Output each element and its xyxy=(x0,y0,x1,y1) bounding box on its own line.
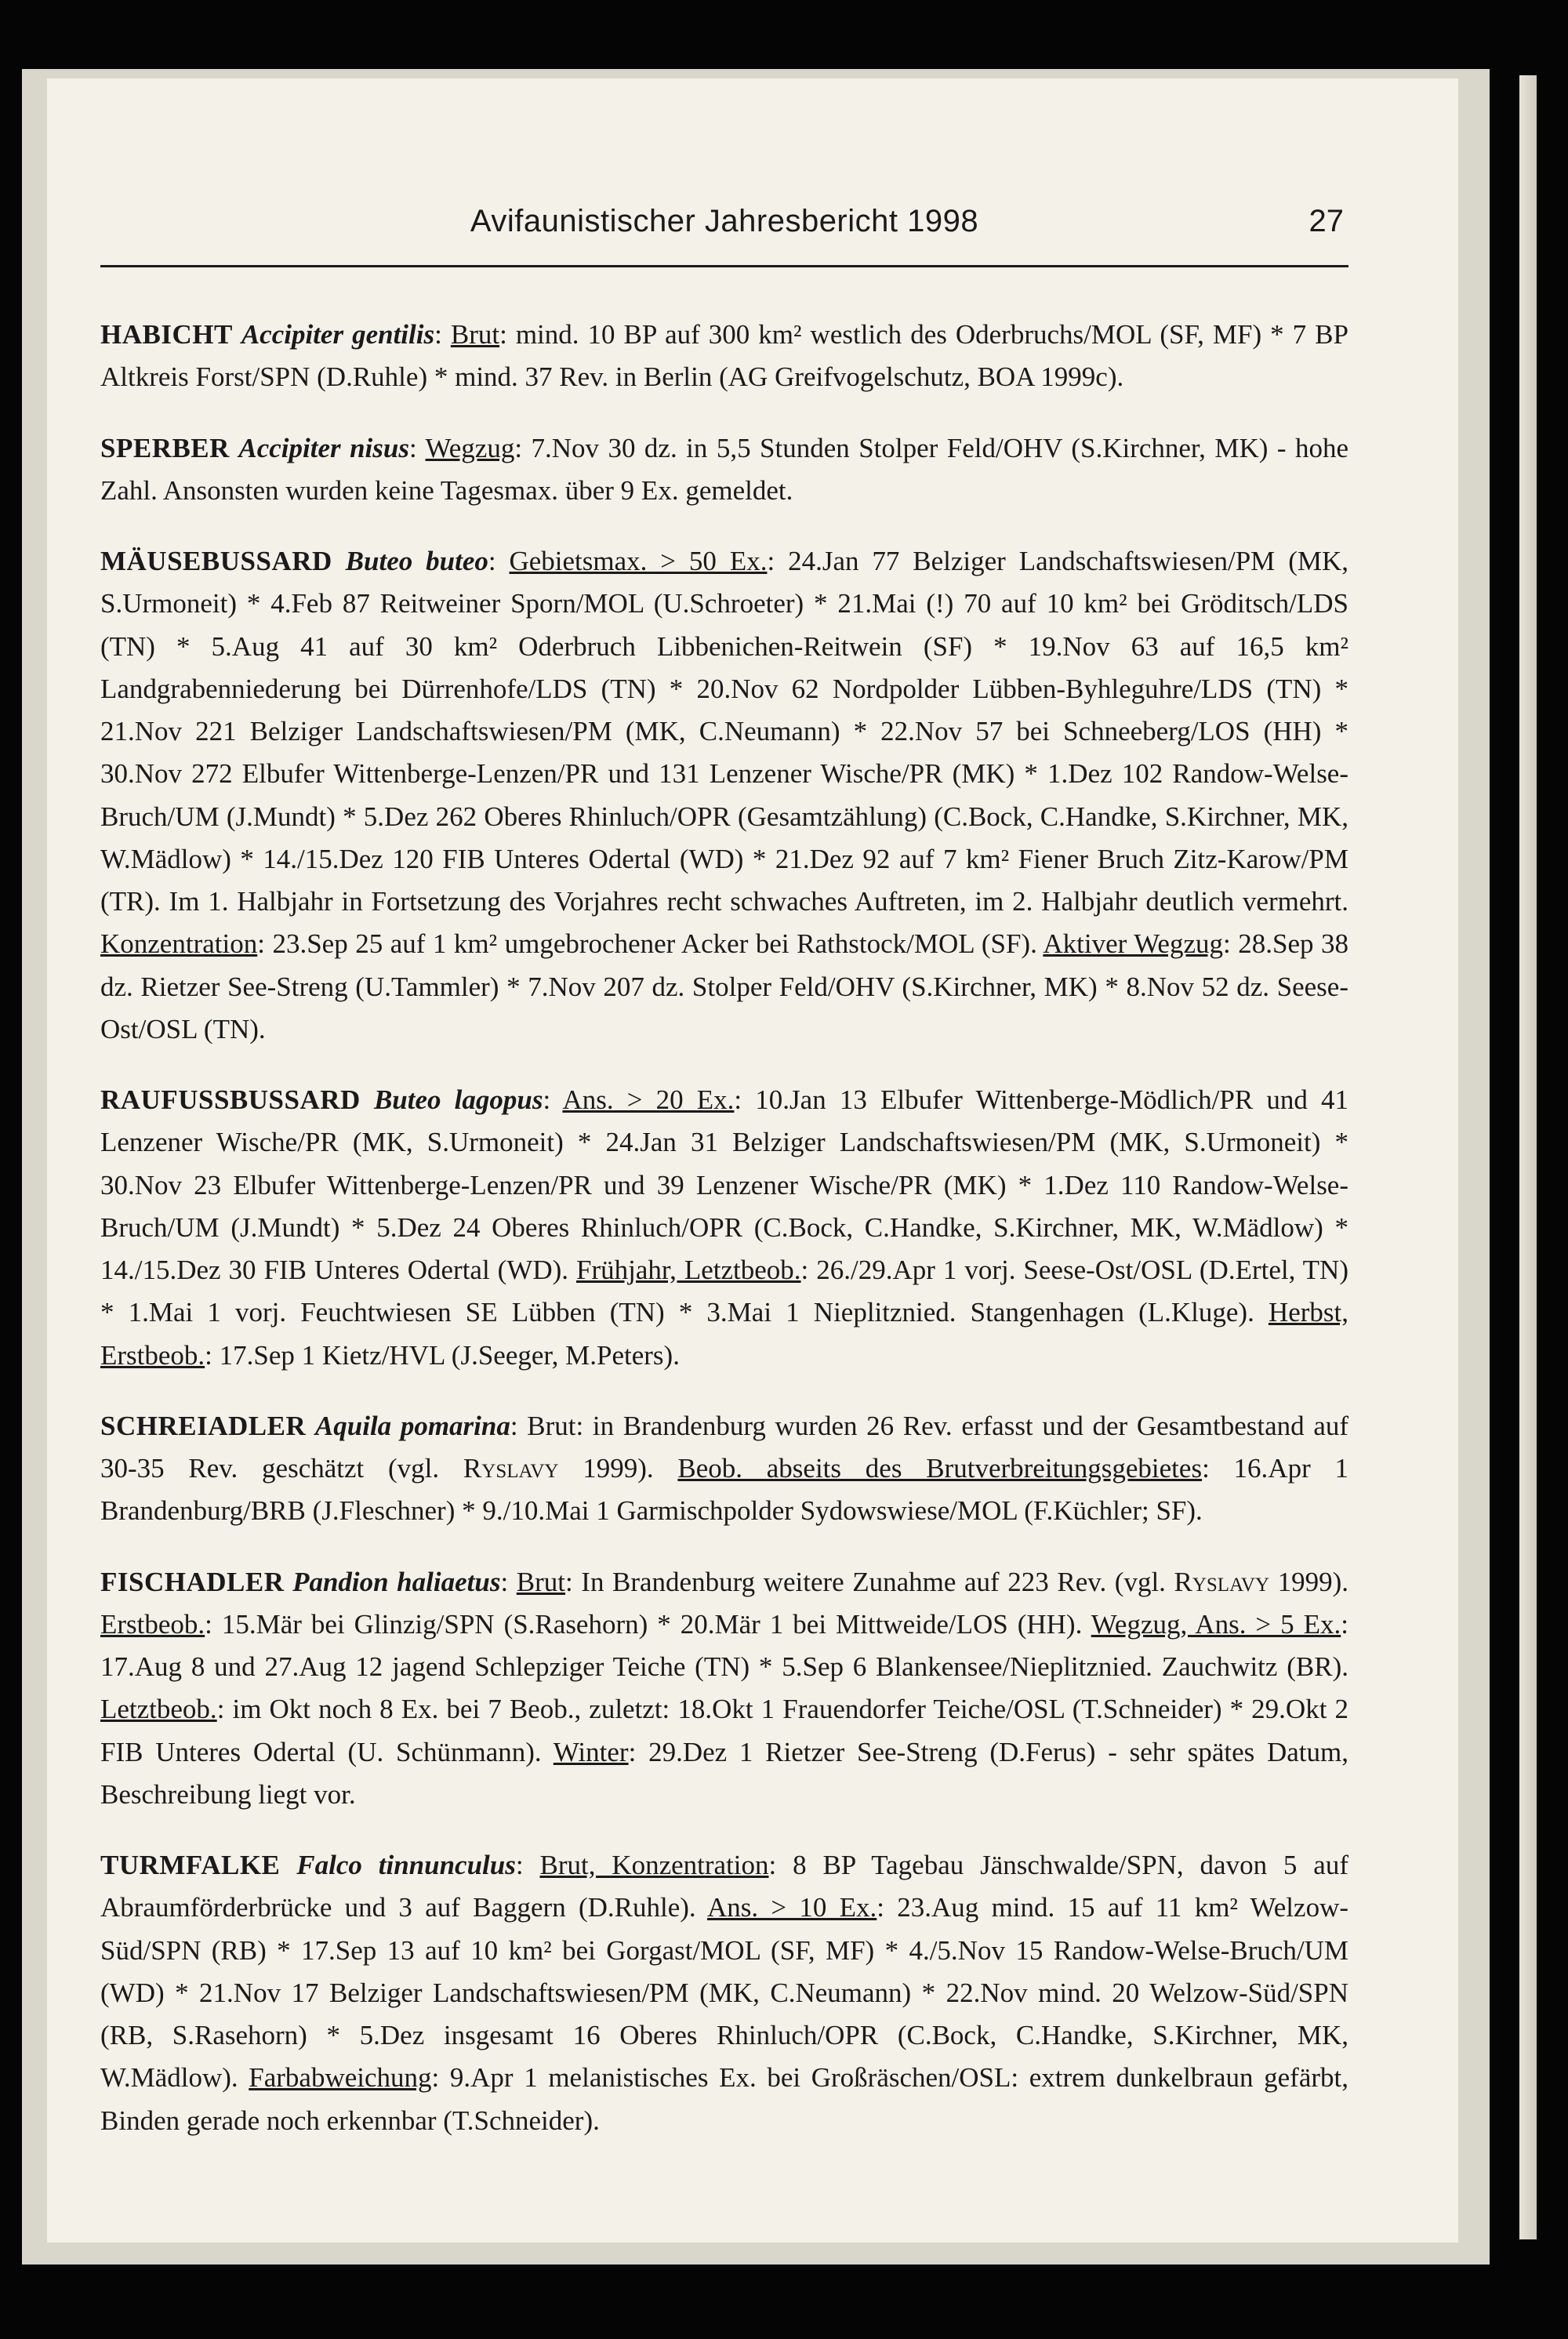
record-text: : xyxy=(515,1850,540,1880)
report-body xyxy=(100,314,1348,2170)
category-label: Aktiver Wegzug xyxy=(1043,928,1223,960)
record-text: : 23.Sep 25 auf 1 km² umgebrochener Acker bei Rathstock/MOL (SF). xyxy=(257,928,1044,960)
species-name: RAUFUSSBUSSARD xyxy=(100,1084,361,1115)
species-entry xyxy=(100,427,1348,513)
record-text: : 17.Sep 1 Kietz/HVL (J.Seeger, M.Peters). xyxy=(205,1339,680,1371)
category-label: Frühjahr, Letztbeob. xyxy=(576,1255,801,1285)
category-label: Erstbeob. xyxy=(100,1608,205,1640)
species-entry xyxy=(100,1079,1348,1377)
scientific-name: Buteo buteo xyxy=(345,546,488,576)
category-label: Wegzug xyxy=(425,432,515,463)
book-page xyxy=(47,78,1458,2243)
record-text: : 24.Jan 77 Belziger Landschaftswiesen/PM (MK, S.Urmoneit) * 4.Feb 87 Reitweiner Sporn/MOL (U.Schroeter) * 21.Mai (!) 70 auf 10 km² bei Gröditsch/LDS (TN) * 5.Aug 41 auf 30 km² Oderbruch Libbenichen-Reitwein (SF) * 19.Nov 63 auf 16,5 km² Landgrabenniederung bei Dürrenhofe/LDS (TN) * 20.Nov 62 Nordpolder Lübben-Byhleguhre/LDS (TN) * 21.Nov 221 Belziger Landschaftswiesen/PM (MK, C.Neumann) * 22.Nov 57 bei Schneeberg/LOS (HH) * 30.Nov 272 Elbufer Wittenberge-Lenzen/PR und 131 Lenzener Wische/PR (MK) * 1.Dez 102 Randow-Welse-Bruch/UM (J.Mundt) * 5.Dez 262 Oberes Rhinluch/OPR (Gesamtzählung) (C.Bock, C.Handke, S.Kirchner, MK, W.Mädlow) * 14./15.Dez 120 FIB Unteres Odertal (WD) * 21.Dez 92 auf 7 km² Fiener Bruch Zitz-Karow/PM (TR). Im 1. Halbjahr in Fortsetzung des Vorjahres recht schwaches Auftreten, im 2. Halbjahr deutlich vermehrt. xyxy=(100,546,1348,917)
record-text: : mind. 10 BP auf 300 km² westlich des Oderbruchs/MOL (SF, MF) * 7 BP Altkreis Forst/SPN (D.Ruhle) * mind. 37 Rev. in Berlin (AG Greifvogelschutz, BOA 1999c). xyxy=(100,319,1348,393)
species-entry xyxy=(100,314,1348,399)
record-text: : 8 BP Tagebau Jänschwalde/SPN, davon 5 auf Abraumförderbrücke und 3 auf Baggern (D.Ruhle). xyxy=(100,1850,1348,1923)
page-number: 27 xyxy=(1308,204,1344,238)
category-label: Farbabweichung xyxy=(249,2062,432,2094)
species-entry xyxy=(100,540,1348,1051)
category-label: Herbst, Erstbeob. xyxy=(100,1297,1348,1371)
record-text: : 7.Nov 30 dz. in 5,5 Stunden Stolper Feld/OHV (S.Kirchner, MK) - hohe Zahl. Ansonsten wurden keine Tagesmax. über 9 Ex. gemeldet. xyxy=(100,432,1349,506)
category-label: Brut xyxy=(450,319,500,350)
record-text: : xyxy=(434,319,451,350)
category-label: Konzentration xyxy=(100,928,258,960)
record-text: 1999). xyxy=(1269,1566,1348,1597)
species-name: TURMFALKE xyxy=(100,1850,281,1880)
category-label: Beob. abseits des Brutverbreitungsgebietes xyxy=(677,1453,1203,1484)
record-text: : 26./29.Apr 1 vorj. Seese-Ost/OSL (D.Ertel, TN) * 1.Mai 1 vorj. Feuchtwiesen SE Lübben (TN) * 3.Mai 1 Nieplitznied. Stangenhagen (L.Kluge). xyxy=(100,1255,1348,1328)
species-entry xyxy=(100,1405,1348,1533)
category-label: Ans. > 10 Ex. xyxy=(707,1892,877,1923)
scientific-name: Aquila pomarina xyxy=(314,1410,510,1441)
header-rule xyxy=(100,265,1348,267)
species-entry xyxy=(100,1844,1348,2142)
record-text: : xyxy=(408,432,426,463)
category-label: Winter xyxy=(553,1736,629,1767)
record-text: : 28.Sep 38 dz. Rietzer See-Streng (U.Tammler) * 7.Nov 207 dz. Stolper Feld/OHV (S.Kirchner, MK) * 8.Nov 52 dz. Seese-Ost/OSL (TN). xyxy=(100,928,1348,1044)
record-text: : xyxy=(488,546,510,576)
record-text: : 29.Dez 1 Rietzer See-Streng (D.Ferus) - sehr spätes Datum, Beschreibung liegt vor. xyxy=(100,1736,1349,1810)
species-name: FISCHADLER xyxy=(100,1566,285,1597)
author-citation: Ryslavy xyxy=(463,1453,559,1484)
species-name: SCHREIADLER xyxy=(100,1410,307,1441)
species-name: MÄUSEBUSSARD xyxy=(100,546,332,576)
category-label: Brut xyxy=(516,1566,565,1597)
record-text: : In Brandenburg weitere Zunahme auf 223 Rev. (vgl. xyxy=(564,1566,1174,1597)
scientific-name: Accipiter gentilis xyxy=(241,319,435,350)
scientific-name: Falco tinnunculus xyxy=(296,1850,516,1880)
scientific-name: Buteo lagopus xyxy=(373,1084,543,1115)
record-text: 1999). xyxy=(558,1453,678,1484)
record-text: : 9.Apr 1 melanistisches Ex. bei Großräschen/OSL: extrem dunkelbraun gefärbt, Binden gerade noch erkennbar (T.Schneider). xyxy=(100,2062,1348,2136)
author-citation: Ryslavy xyxy=(1174,1566,1270,1597)
category-label: Brut, Konzentration xyxy=(539,1850,769,1880)
record-text: : 10.Jan 13 Elbufer Wittenberge-Mödlich/PR und 41 Lenzener Wische/PR (MK, S.Urmoneit) * 24.Jan 31 Belziger Landschaftswiesen/PM (MK, S.Urmoneit) * 30.Nov 23 Elbufer Wittenberge-Lenzen/PR und 39 Lenzener Wische/PR (MK) * 1.Dez 110 Randow-Welse-Bruch/UM (J.Mundt) * 5.Dez 24 Oberes Rhinluch/OPR (C.Bock, C.Handke, S.Kirchner, MK, W.Mädlow) * 14./15.Dez 30 FIB Unteres Odertal (WD). xyxy=(100,1084,1349,1285)
species-name: SPERBER xyxy=(100,432,230,463)
scientific-name: Pandion haliaetus xyxy=(292,1566,501,1597)
record-text: : xyxy=(543,1084,563,1115)
species-entry xyxy=(100,1561,1348,1817)
record-text: : im Okt noch 8 Ex. bei 7 Beob., zuletzt: 18.Okt 1 Frauendorfer Teiche/OSL (T.Schneider) * 29.Okt 2 FIB Unteres Odertal (U. Schünmann). xyxy=(100,1694,1348,1767)
category-label: Gebietsmax. > 50 Ex. xyxy=(509,546,768,576)
category-label: Letztbeob. xyxy=(100,1694,217,1725)
category-label: Ans. > 20 Ex. xyxy=(562,1084,735,1115)
record-text: : 23.Aug mind. 15 auf 11 km² Welzow-Süd/SPN (RB) * 17.Sep 13 auf 10 km² bei Gorgast/MOL (SF, MF) * 4./5.Nov 15 Randow-Welse-Bruch/UM (WD) * 21.Nov 17 Belziger Landschaftswiesen/PM (MK, C.Neumann) * 22.Nov mind. 20 Welzow-Süd/SPN (RB, S.Rasehorn) * 5.Dez insgesamt 16 Oberes Rhinluch/OPR (C.Bock, C.Handke, S.Kirchner, MK, W.Mädlow). xyxy=(100,1892,1348,2094)
species-name: HABICHT xyxy=(100,319,233,350)
category-label: Wegzug, Ans. > 5 Ex. xyxy=(1091,1608,1341,1640)
record-text: : 16.Apr 1 Brandenburg/BRB (J.Fleschner) * 9./10.Mai 1 Garmischpolder Sydowswiese/MOL (F.Küchler; SF). xyxy=(100,1453,1348,1527)
record-text: : Brut: in Brandenburg wurden 26 Rev. erfasst und der Gesamtbestand auf 30-35 Rev. geschätzt (vgl. xyxy=(100,1410,1349,1484)
record-text: : 17.Aug 8 und 27.Aug 12 jagend Schlepziger Teiche (TN) * 5.Sep 6 Blankensee/Nieplitznied. Zauchwitz (BR). xyxy=(100,1608,1348,1682)
record-text: : xyxy=(500,1566,517,1597)
running-title: Avifaunistischer Jahresbericht 1998 xyxy=(470,204,979,238)
page-edge xyxy=(1519,75,1537,2239)
running-head xyxy=(100,204,1348,239)
record-text: : 15.Mär bei Glinzig/SPN (S.Rasehorn) * 20.Mär 1 bei Mittweide/LOS (HH). xyxy=(205,1608,1091,1640)
scientific-name: Accipiter nisus xyxy=(238,432,409,463)
